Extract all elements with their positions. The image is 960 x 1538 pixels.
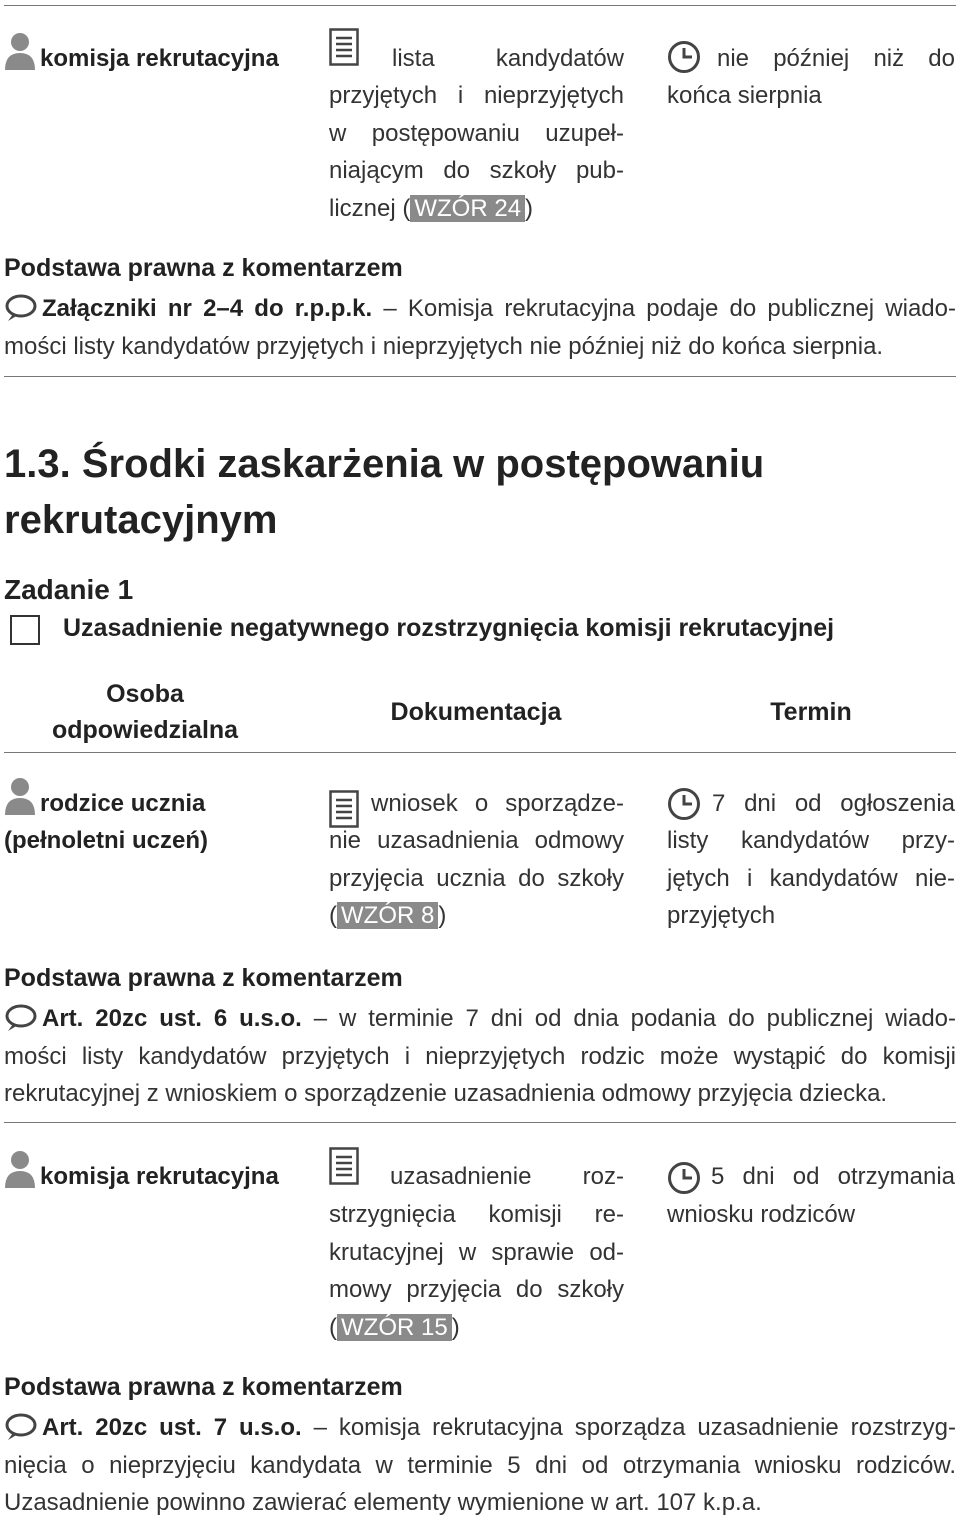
basis3-heading: Podstawa prawna z komentarzem [4,1373,403,1401]
person-icon [4,32,36,72]
clock-icon [667,1161,701,1195]
row2-person-line2: (pełnoletni uczeń) [4,827,208,854]
row1-person: komisja rekrutacyjna [40,45,279,72]
task-heading: Zadanie 1 [4,574,134,605]
basis3-text: Art. 20zc ust. 7 u.s.o. – komisja rekrutacyjna sporządza uzasadnienie rozstrzyg- nięcia o nieprzyjęciu kandydata w terminie 5 dni od otrzymania wniosku rodziców. Uzasadnienie powinno zawierać elementy wymienione w art. 107 k.p.a. [4,1414,957,1516]
row3-term-line2: wniosku rodziców [667,1201,856,1228]
search-icon [4,1413,38,1441]
document-icon [329,1147,359,1185]
row1-doc-text: przyjętych i nieprzyjętych w postępowaniu uzupeł- niającym do szkoły pub- licznej ( WZÓR 24 ) [329,82,624,222]
row2-doc-line1: wniosek o sporządze- [371,790,624,817]
task-label: Uzasadnienie negatywnego rozstrzygnięcia komisji rekrutacyjnej [63,614,835,642]
row1-term-line1: nie później niż do [717,45,955,72]
row2-doc-text: nie uzasadnienia odmowy przyjęcia ucznia do szkoły ( WZÓR 8 ) [329,827,624,929]
table-header-rule [4,752,956,753]
section-title: 1.3. Środki zaskarżenia w postępowaniu rekrutacyjnym [4,442,765,542]
column-header-documentation: Dokumentacja [390,698,562,726]
clock-icon [667,40,701,74]
column-header-person: Osoba odpowiedzialna [51,680,239,744]
column-header-term: Termin [770,698,852,726]
person-icon [4,777,36,817]
checkbox-icon[interactable] [10,615,40,645]
row2-term-text: listy kandydatów przy- jętych i kandydatów nie- przyjętych [667,827,955,929]
search-icon [4,1004,38,1032]
row3-doc-line1: uzasadnienie roz- [390,1163,624,1190]
wzor-8-link[interactable]: WZÓR 8 [337,902,438,929]
row3-term-line1: 5 dni od otrzymania [711,1163,955,1190]
document-icon [329,28,359,66]
search-icon [4,294,38,322]
top-rule [4,5,956,6]
row2-term-line1: 7 dni od ogłoszenia [712,790,955,817]
basis2-text: Art. 20zc ust. 6 u.s.o. – w terminie 7 dni od dnia podania do publicznej wiado- mości listy kandydatów przyjętych i nieprzyjętych rodzic może wystąpić do komisji rekrutacyjnej z wnioskiem o sporządzenie uzasadnienia odmowy przyjęcia dziecka. [4,1005,957,1107]
basis1-text: Załączniki nr 2–4 do r.p.p.k. – Komisja rekrutacyjna podaje do publicznej wiado- mości listy kandydatów przyjętych i nieprzyjętych nie później niż do końca sierpnia. [4,295,956,360]
clock-icon [667,787,701,821]
wzor-15-link[interactable]: WZÓR 15 [337,1314,452,1341]
row1-term-line2: końca sierpnia [667,82,822,109]
divider-rule [4,1122,956,1123]
row3-doc-text: strzygnięcia komisji re- krutacyjnej w sprawie od- mowy przyjęcia do szkoły ( WZÓR 15 ) [329,1201,624,1341]
row3-person: komisja rekrutacyjna [40,1163,279,1190]
wzor-24-link[interactable]: WZÓR 24 [410,195,525,222]
person-icon [4,1150,36,1190]
basis2-heading: Podstawa prawna z komentarzem [4,964,403,992]
row1-doc-line1: lista kandydatów [392,45,624,72]
divider-rule [4,376,956,377]
row2-person-line1: rodzice ucznia [40,790,206,817]
basis1-heading: Podstawa prawna z komentarzem [4,254,403,282]
